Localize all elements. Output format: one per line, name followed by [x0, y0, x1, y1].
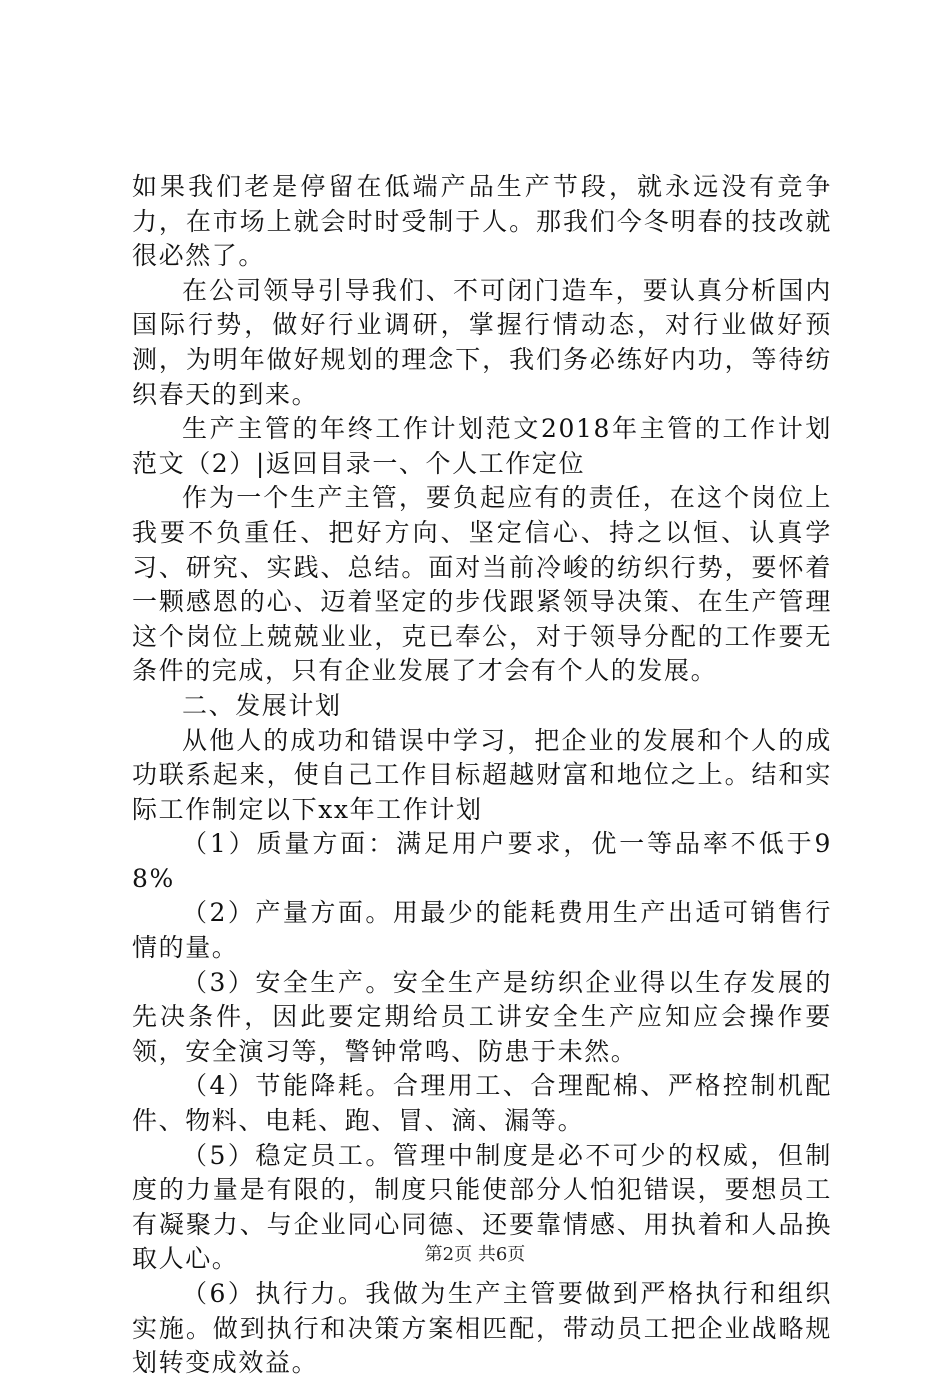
section-heading-development-plan: 二、发展计划	[182, 690, 342, 720]
paragraph-1: 如果我们老是停留在低端产品生产节段，就永远没有竞争力，在市场上就会时时受制于人。那我们今冬明春的技改就很必然了。	[132, 172, 832, 271]
list-item-staff-stability: （5）稳定员工。管理中制度是必不可少的权威，但制度的力量是有限的，制度只能使部分人怕犯错误，要想员工有凝聚力、与企业同心同德、还要靠情感、用执着和人品换取人心。	[132, 1140, 832, 1274]
list-item-energy-saving: （4）节能降耗。合理用工、合理配棉、严格控制机配件、物料、电耗、跑、冒、滴、漏等。	[132, 1071, 832, 1136]
paragraph-2: 在公司领导引导我们、不可闭门造车，要认真分析国内国际行势，做好行业调研，掌握行情动态，对行业做好预测，为明年做好规划的理念下，我们务必练好内功，等待纺织春天的到来。	[132, 275, 832, 409]
paragraph-personal-position: 作为一个生产主管，要负起应有的责任，在这个岗位上我要不负重任、把好方向、坚定信心、持之以恒、认真学习、研究、实践、总结。面对当前冷峻的纺织行势，要怀着一颗感恩的心、迈着坚定的步伐跟紧领导决策、在生产管理这个岗位上兢兢业业，克已奉公，对于领导分配的工作要无条件的完成，只有企业发展了才会有个人的发展。	[132, 483, 832, 686]
paragraph-learning: 从他人的成功和错误中学习，把企业的发展和个人的成功联系起来，使自己工作目标超越财富和地位之上。结和实际工作制定以下xx年工作计划	[132, 725, 832, 824]
list-item-quality: （1）质量方面：满足用户要求，优一等品率不低于98%	[132, 829, 832, 893]
list-item-safety: （3）安全生产。安全生产是纺织企业得以生存发展的先决条件，因此要定期给员工讲安全生产应知应会操作要领，安全演习等，警钟常鸣、防患于未然。	[132, 967, 832, 1066]
page-footer: 第2页 共6页	[424, 1244, 526, 1265]
section-heading-title: 生产主管的年终工作计划范文2018年主管的工作计划范文（2）|返回目录一、个人工作定位	[132, 414, 832, 478]
document-body	[132, 170, 832, 1381]
list-item-output: （2）产量方面。用最少的能耗费用生产出适可销售行情的量。	[132, 898, 832, 963]
list-item-execution: （6）执行力。我做为生产主管要做到严格执行和组织实施。做到执行和决策方案相匹配，带动员工把企业战略规划转变成效益。	[132, 1279, 832, 1378]
